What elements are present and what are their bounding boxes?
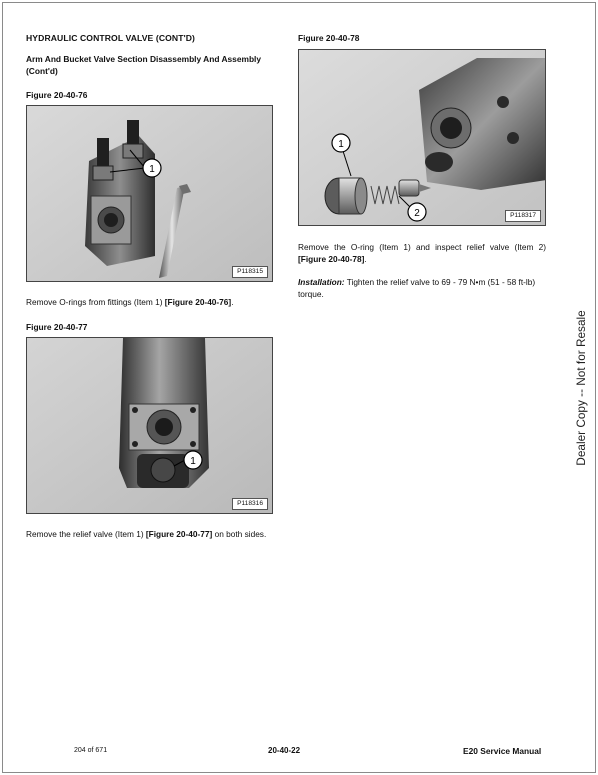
relief-valve-image — [27, 338, 273, 514]
figure-76-photo — [26, 105, 273, 282]
sub-title: Arm And Bucket Valve Section Disassembly And Assembly (Cont'd) — [26, 54, 262, 76]
callout-1: 1 — [338, 139, 344, 150]
photo-id: P118316 — [232, 498, 268, 510]
callout-1: 1 — [149, 164, 155, 175]
section-title: HYDRAULIC CONTROL VALVE (CONT'D) — [26, 33, 195, 43]
left-column — [26, 33, 273, 100]
footer-page-number: 20-40-22 — [268, 746, 301, 755]
paragraph-remove-o-ring: Remove the O-ring (Item 1) and inspect relief valve (Item 2) [Figure 20-40-78]. — [298, 242, 546, 264]
figure-label-78: Figure 20-40-78 — [298, 33, 360, 43]
footer-manual-title: E20 Service Manual — [463, 746, 542, 756]
figure-78-photo — [298, 49, 546, 226]
paragraph-installation: Installation: Tighten the relief valve to 69 - 79 N•m (51 - 58 ft-lb) torque. — [298, 277, 536, 299]
figure-77-photo — [26, 337, 273, 514]
relief-valve-oring-image — [299, 50, 546, 226]
valve-section-fittings-image — [27, 106, 273, 282]
paragraph-remove-o-rings: Remove O-rings from fittings (Item 1) [Figure 20-40-76]. — [26, 297, 234, 307]
figure-label-76: Figure 20-40-76 — [26, 90, 88, 100]
footer-page-count: 204 of 671 — [74, 747, 108, 754]
photo-id: P118317 — [505, 210, 541, 222]
callout-1: 1 — [190, 456, 196, 467]
dealer-copy-stamp: Dealer Copy -- Not for Resale — [574, 310, 588, 466]
callout-2: 2 — [414, 208, 420, 219]
photo-id: P118315 — [232, 266, 268, 278]
figure-label-77: Figure 20-40-77 — [26, 322, 88, 332]
paragraph-remove-relief-valve: Remove the relief valve (Item 1) [Figure 20-40-77] on both sides. — [26, 529, 267, 539]
